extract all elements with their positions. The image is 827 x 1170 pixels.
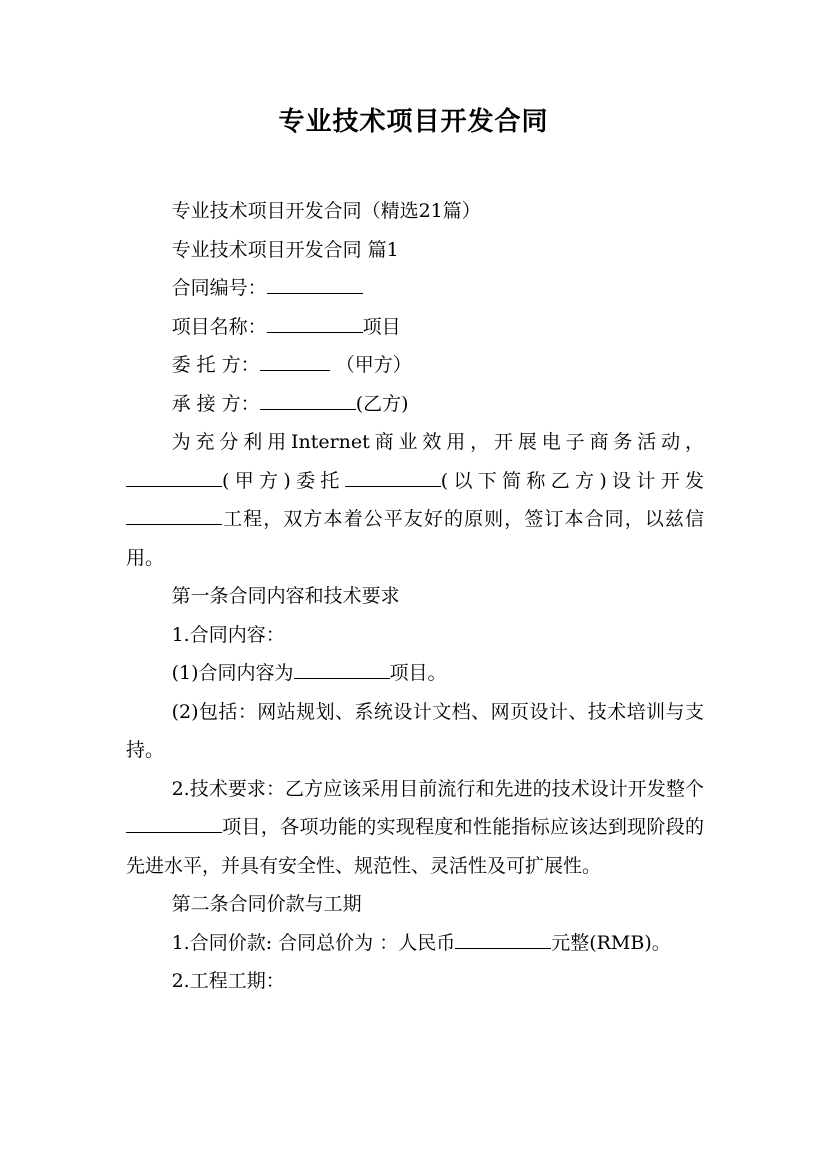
sub1-suffix: 项目。 bbox=[389, 662, 447, 684]
document-body bbox=[126, 192, 704, 1001]
item2-suffix: 项目，各项功能的实现程度和性能指标应该达到现阶段的先进水平，并具有安全性、规范性、灵活性及可扩展性。 bbox=[126, 816, 704, 877]
article2-item2: 2.工程工期： bbox=[171, 970, 285, 992]
preamble-text-2: (甲方)委托 bbox=[222, 469, 345, 492]
article1-item1-sub1 bbox=[126, 654, 704, 693]
article1-item2 bbox=[126, 770, 704, 886]
collection-title: 专业技术项目开发合同（精选21篇） bbox=[171, 200, 481, 222]
client-line bbox=[126, 346, 704, 385]
contractor-line bbox=[126, 385, 704, 424]
contract-content-blank bbox=[294, 660, 390, 679]
article1-item1-sub2: (2)包括：网站规划、系统设计文档、网页设计、技术培训与支持。 bbox=[126, 700, 704, 761]
item2-prefix: 2.技术要求：乙方应该采用目前流行和先进的技术设计开发整个 bbox=[171, 777, 704, 800]
client-label: 委 托 方： bbox=[171, 354, 260, 376]
party-b-blank bbox=[345, 467, 441, 486]
preamble-text-3: (以下简称乙方)设计开发 bbox=[440, 469, 705, 492]
sub1-prefix: (1)合同内容为 bbox=[171, 662, 294, 684]
project-name-line bbox=[126, 308, 704, 347]
article2-heading: 第二条合同价款与工期 bbox=[171, 893, 362, 915]
article2-item1 bbox=[126, 924, 704, 963]
price-prefix: 1.合同价款: 合同总价为 ：人民币 bbox=[171, 931, 456, 954]
article1-heading: 第一条合同内容和技术要求 bbox=[171, 585, 400, 607]
contract-number-line bbox=[126, 269, 704, 308]
article1-item1-label: 1.合同内容： bbox=[171, 623, 285, 646]
preamble-text-4: 工程，双方本着公平友好的原则，签订本合同，以兹信用。 bbox=[126, 508, 704, 569]
project-blank bbox=[126, 814, 222, 833]
contractor-blank bbox=[260, 390, 356, 409]
contractor-suffix: (乙方) bbox=[355, 392, 409, 415]
project-name-blank bbox=[267, 313, 363, 332]
document-title: 专业技术项目开发合同 bbox=[278, 107, 549, 137]
contract-number-blank bbox=[267, 275, 363, 294]
preamble-text-1: 为充分利用Internet商业效用，开展电子商务活动， bbox=[171, 431, 704, 453]
contract-number-label: 合同编号： bbox=[171, 277, 267, 299]
client-suffix: （甲方） bbox=[329, 354, 412, 376]
contractor-label: 承 接 方： bbox=[171, 392, 260, 415]
project-name-suffix: 项目 bbox=[362, 315, 401, 338]
engineering-blank bbox=[126, 506, 222, 525]
price-suffix: 元整(RMB)。 bbox=[551, 931, 671, 954]
client-blank bbox=[260, 352, 330, 371]
party-a-blank bbox=[126, 467, 222, 486]
preamble-paragraph bbox=[126, 423, 704, 577]
price-blank bbox=[455, 929, 551, 948]
project-name-label: 项目名称： bbox=[171, 315, 267, 338]
article-heading: 专业技术项目开发合同 篇1 bbox=[171, 238, 399, 261]
